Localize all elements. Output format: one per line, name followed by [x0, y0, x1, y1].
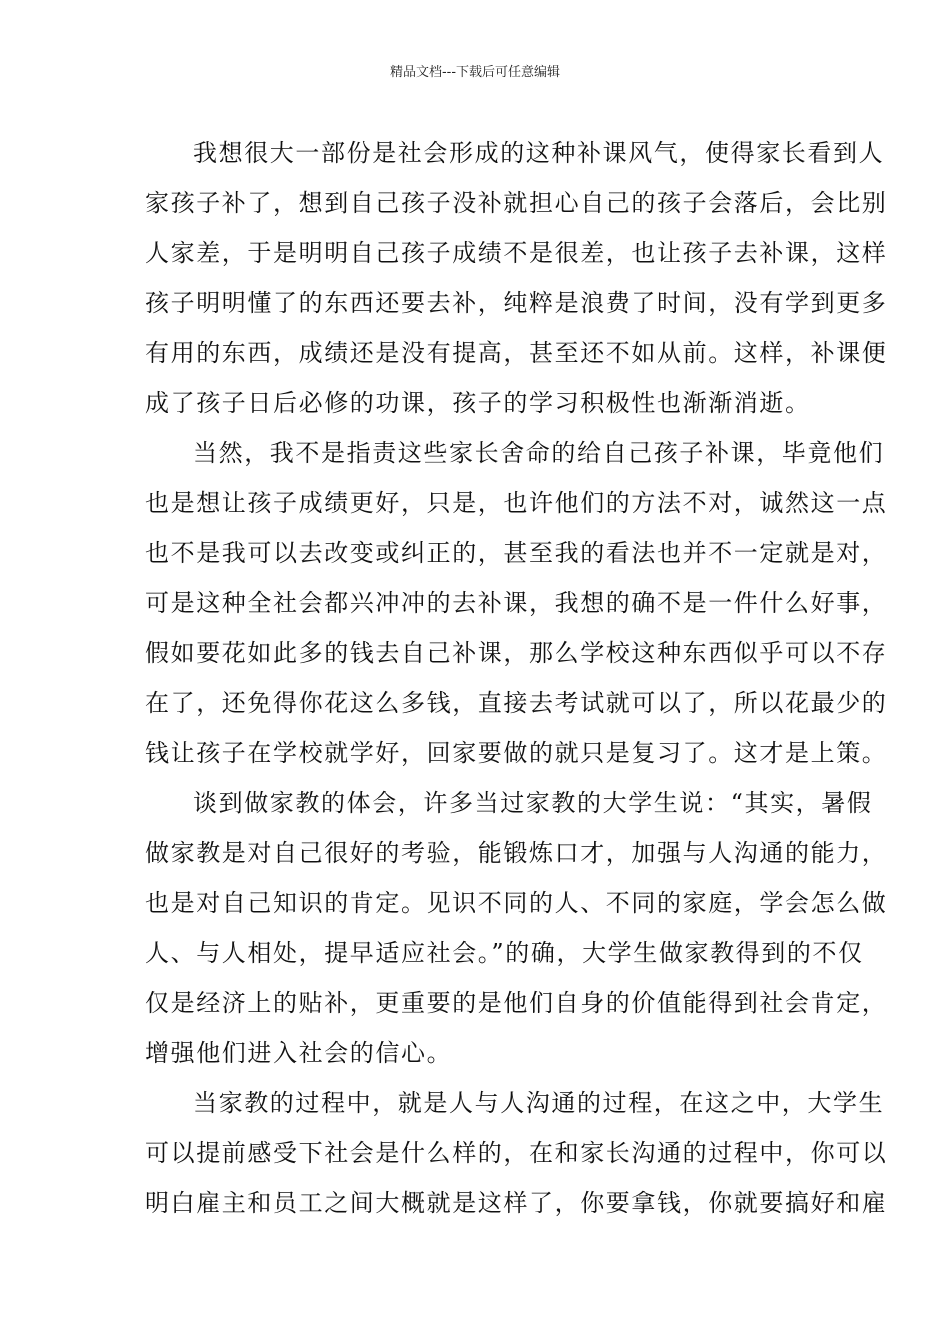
text-line: 有用的东西，成绩还是没有提高，甚至还不如从前。这样，补课便	[145, 339, 888, 367]
document-body	[145, 128, 888, 1228]
text-line: 家孩子补了，想到自己孩子没补就担心自己的孩子会落后，会比别	[145, 189, 888, 217]
text-line: 谈到做家教的体会，许多当过家教的大学生说：“其实，暑假	[193, 789, 873, 817]
text-line: 也是想让孩子成绩更好，只是，也许他们的方法不对，诚然这一点	[145, 489, 888, 517]
text-line: 做家教是对自己很好的考验，能锻炼口才，加强与人沟通的能力，	[145, 839, 888, 867]
text-line: 当家教的过程中，就是人与人沟通的过程，在这之中，大学生	[193, 1089, 885, 1117]
text-line: 我想很大一部份是社会形成的这种补课风气，使得家长看到人	[193, 139, 885, 167]
text-line: 成了孩子日后必修的功课，孩子的学习积极性也渐渐消逝。	[145, 389, 811, 417]
text-line: 也不是我可以去改变或纠正的，甚至我的看法也并不一定就是对，	[145, 539, 888, 567]
text-line: 也是对自己知识的肯定。见识不同的人、不同的家庭，学会怎么做	[145, 889, 888, 917]
text-line: 在了，还免得你花这么多钱，直接去考试就可以了，所以花最少的	[145, 689, 888, 717]
text-line: 可是这种全社会都兴冲冲的去补课，我想的确不是一件什么好事，	[145, 589, 888, 617]
text-line: 可以提前感受下社会是什么样的，在和家长沟通的过程中，你可以	[145, 1139, 888, 1167]
text-line: 人家差，于是明明自己孩子成绩不是很差，也让孩子去补课，这样	[145, 239, 888, 267]
text-line: 钱让孩子在学校就学好，回家要做的就只是复习了。这才是上策。	[145, 739, 888, 767]
text-line: 孩子明明懂了的东西还要去补，纯粹是浪费了时间，没有学到更多	[145, 289, 888, 317]
text-line: 仅是经济上的贴补，更重要的是他们自身的价值能得到社会肯定，	[145, 989, 888, 1017]
text-line: 人、与人相处，提早适应社会。”的确，大学生做家教得到的不仅	[145, 939, 864, 967]
text-line: 当然，我不是指责这些家长舍命的给自己孩子补课，毕竟他们	[193, 439, 885, 467]
text-line: 增强他们进入社会的信心。	[145, 1039, 453, 1067]
text-line: 明白雇主和员工之间大概就是这样了，你要拿钱，你就要搞好和雇	[145, 1189, 888, 1217]
text-line: 假如要花如此多的钱去自己补课，那么学校这种东西似乎可以不存	[145, 639, 888, 667]
page-header: 精品文档---下载后可任意编辑	[389, 65, 561, 80]
